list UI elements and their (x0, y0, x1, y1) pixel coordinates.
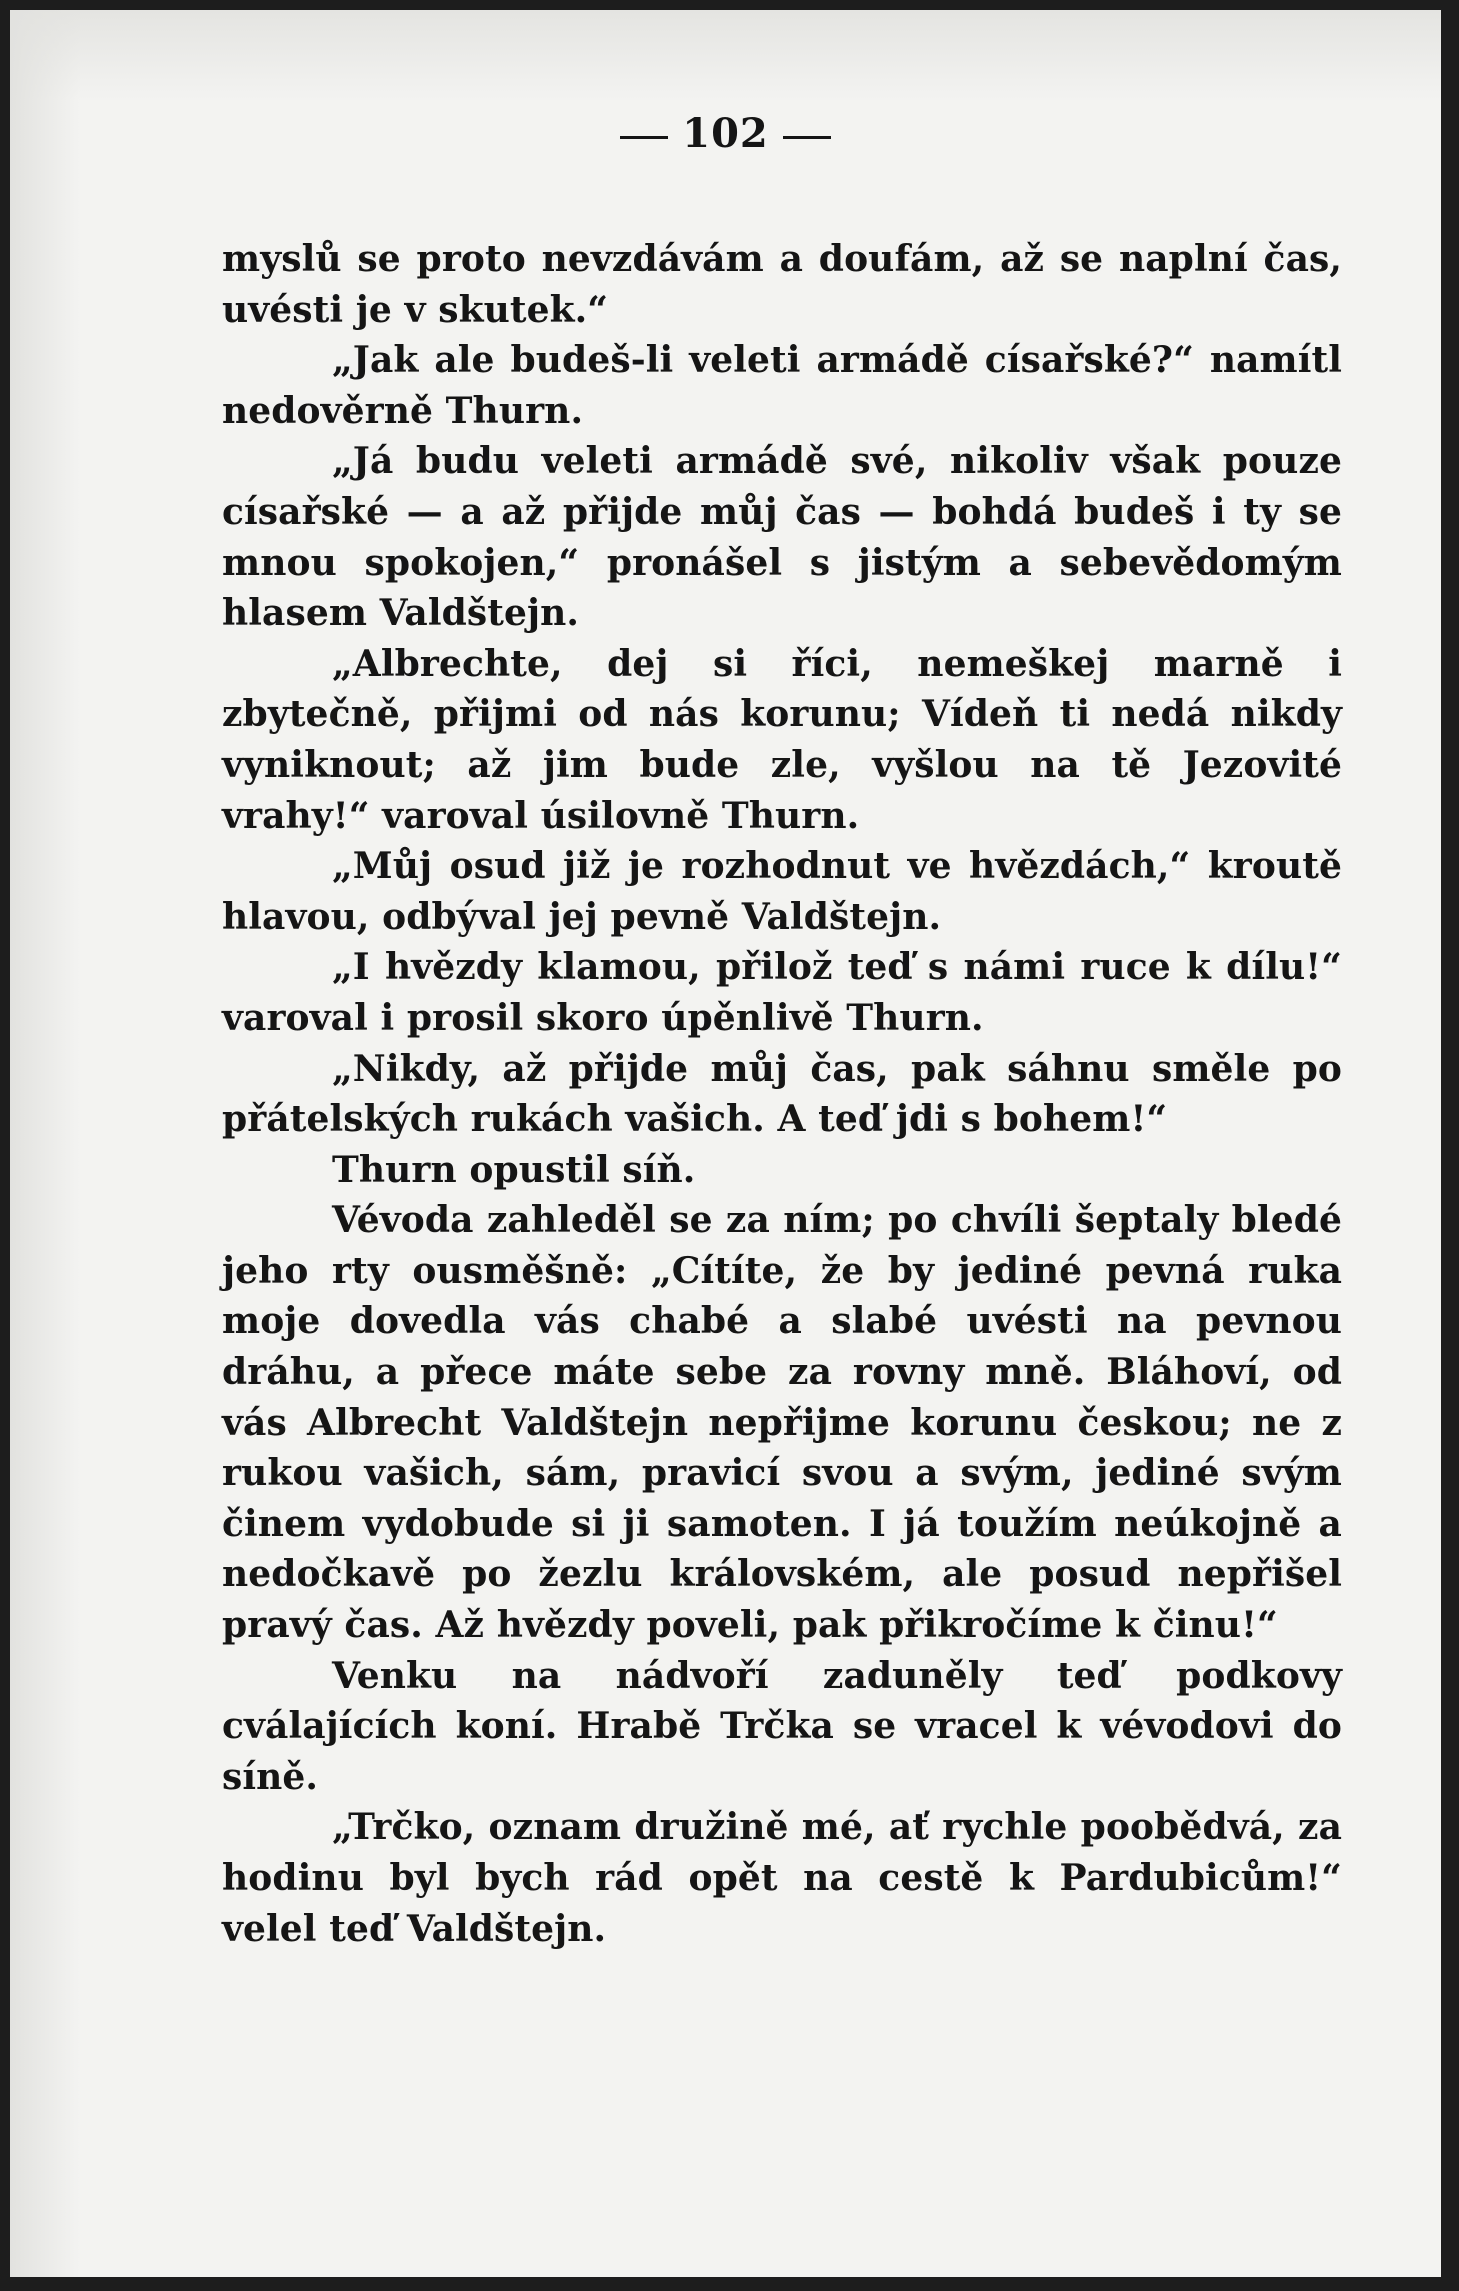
paragraph: „Jak ale budeš-li veleti armádě císařské?“ namítl nedověrně Thurn. (222, 339, 1342, 432)
paragraph: Venku na nádvoří zaduněly teď podkovy cválajících koní. Hrabě Trčka se vracel k vévodovi do síně. (222, 1654, 1342, 1798)
page-number: 102 (682, 110, 769, 157)
paragraph: myslů se proto nevzdávám a doufám, až se naplní čas, uvésti je v skutek.“ (222, 238, 1342, 331)
paragraph: Vévoda zahleděl se za ním; po chvíli šeptaly bledé jeho rty ousměšně: „Cítíte, že by jediné pevná ruka moje dovedla vás chabé a slabé uvésti na pevnou dráhu, a přece máte sebe za rovny mně. Bláhoví, od vás Albrecht Valdštejn nepřijme korunu českou; ne z rukou vašich, sám, pravicí svou a svým, jediné svým činem vydobude si ji samoten. I já toužím neúkojně a nedočkavě po žezlu královském, ale posud nepřišel pravý čas. Až hvězdy poveli, pak přikročíme k činu!“ (222, 1199, 1342, 1647)
paragraph: Thurn opustil síň. (332, 1148, 696, 1191)
paragraph: „Albrechte, dej si říci, nemeškej marně i zbytečně, přijmi od nás korunu; Vídeň ti nedá nikdy vyniknout; až jim bude zle, vyšlou na tě Jezovité vrahy!“ varoval úsilovně Thurn. (222, 642, 1342, 837)
paragraph: „Nikdy, až přijde můj čas, pak sáhnu směle po přátelských rukách vašich. A teď jdi s bohem!“ (222, 1047, 1342, 1141)
paragraph: „Trčko, oznam družině mé, ať rychle poobědvá, za hodinu byl bych rád opět na cestě k Pardubicům!“ velel teď Valdštejn. (222, 1806, 1342, 1950)
header-dash-right (783, 136, 831, 139)
paragraph: „Můj osud již je rozhodnut ve hvězdách,“ kroutě hlavou, odbýval jej pevně Valdštejn. (222, 845, 1342, 938)
header-dash-left (620, 136, 668, 139)
paragraph: „Já budu veleti armádě své, nikoliv však pouze císařské — a až přijde můj čas — bohdá budeš i ty se mnou spokojen,“ pronášel s jistým a sebevědomým hlasem Valdštejn. (222, 440, 1342, 635)
paragraph: „I hvězdy klamou, přilož teď s námi ruce k dílu!“ varoval i prosil skoro úpěnlivě Thurn. (222, 946, 1342, 1039)
body-text (222, 234, 1342, 1954)
page-header (10, 110, 1441, 157)
